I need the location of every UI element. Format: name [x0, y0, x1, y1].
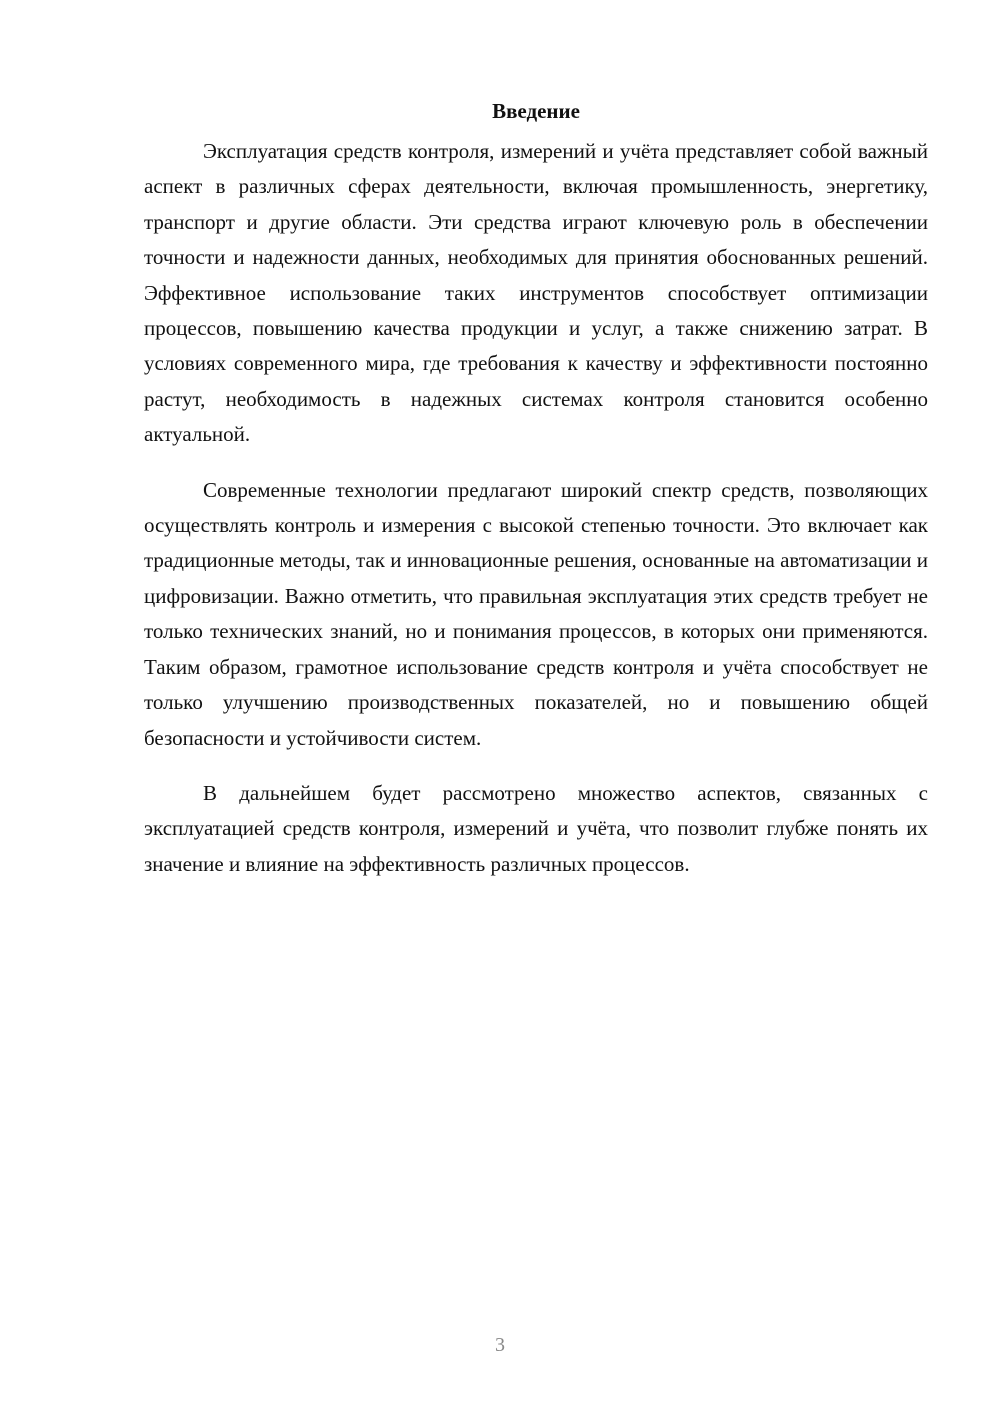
page-number: 3 [495, 1334, 505, 1356]
paragraph-1: Эксплуатация средств контроля, измерений и учёта представляет собой важный аспект в различных сферах деятельности, включая промышленность, энергетику, транспорт и другие области. Эти средства играют ключевую роль в обеспечении точности и надежности данных, необходимых для принятия обоснованных решений. Эффективное использование таких инструментов способствует оптимизации процессов, повышению качества продукции и услуг, а также снижению затрат. В условиях современного мира, где требования к качеству и эффективности постоянно растут, необходимость в надежных системах контроля становится особенно актуальной. [144, 139, 928, 447]
paragraph-3: В дальнейшем будет рассмотрено множество аспектов, связанных с эксплуатацией средств контроля, измерений и учёта, что позволит глубже понять их значение и влияние на эффективность различных процессов. [144, 780, 928, 876]
paragraph-2: Современные технологии предлагают широкий спектр средств, позволяющих осуществлять контроль и измерения с высокой степенью точности. Это включает как традиционные методы, так и инновационные решения, основанные на автоматизации и цифровизации. Важно отметить, что правильная эксплуатация этих средств требует не только технических знаний, но и понимания процессов, в которых они применяются. Таким образом, грамотное использование средств контроля и учёта способствует не только улучшению производственных показателей, но и повышению общей безопасности и устойчивости систем. [144, 477, 928, 750]
section-heading: Введение [492, 99, 580, 123]
page-content [144, 96, 928, 902]
